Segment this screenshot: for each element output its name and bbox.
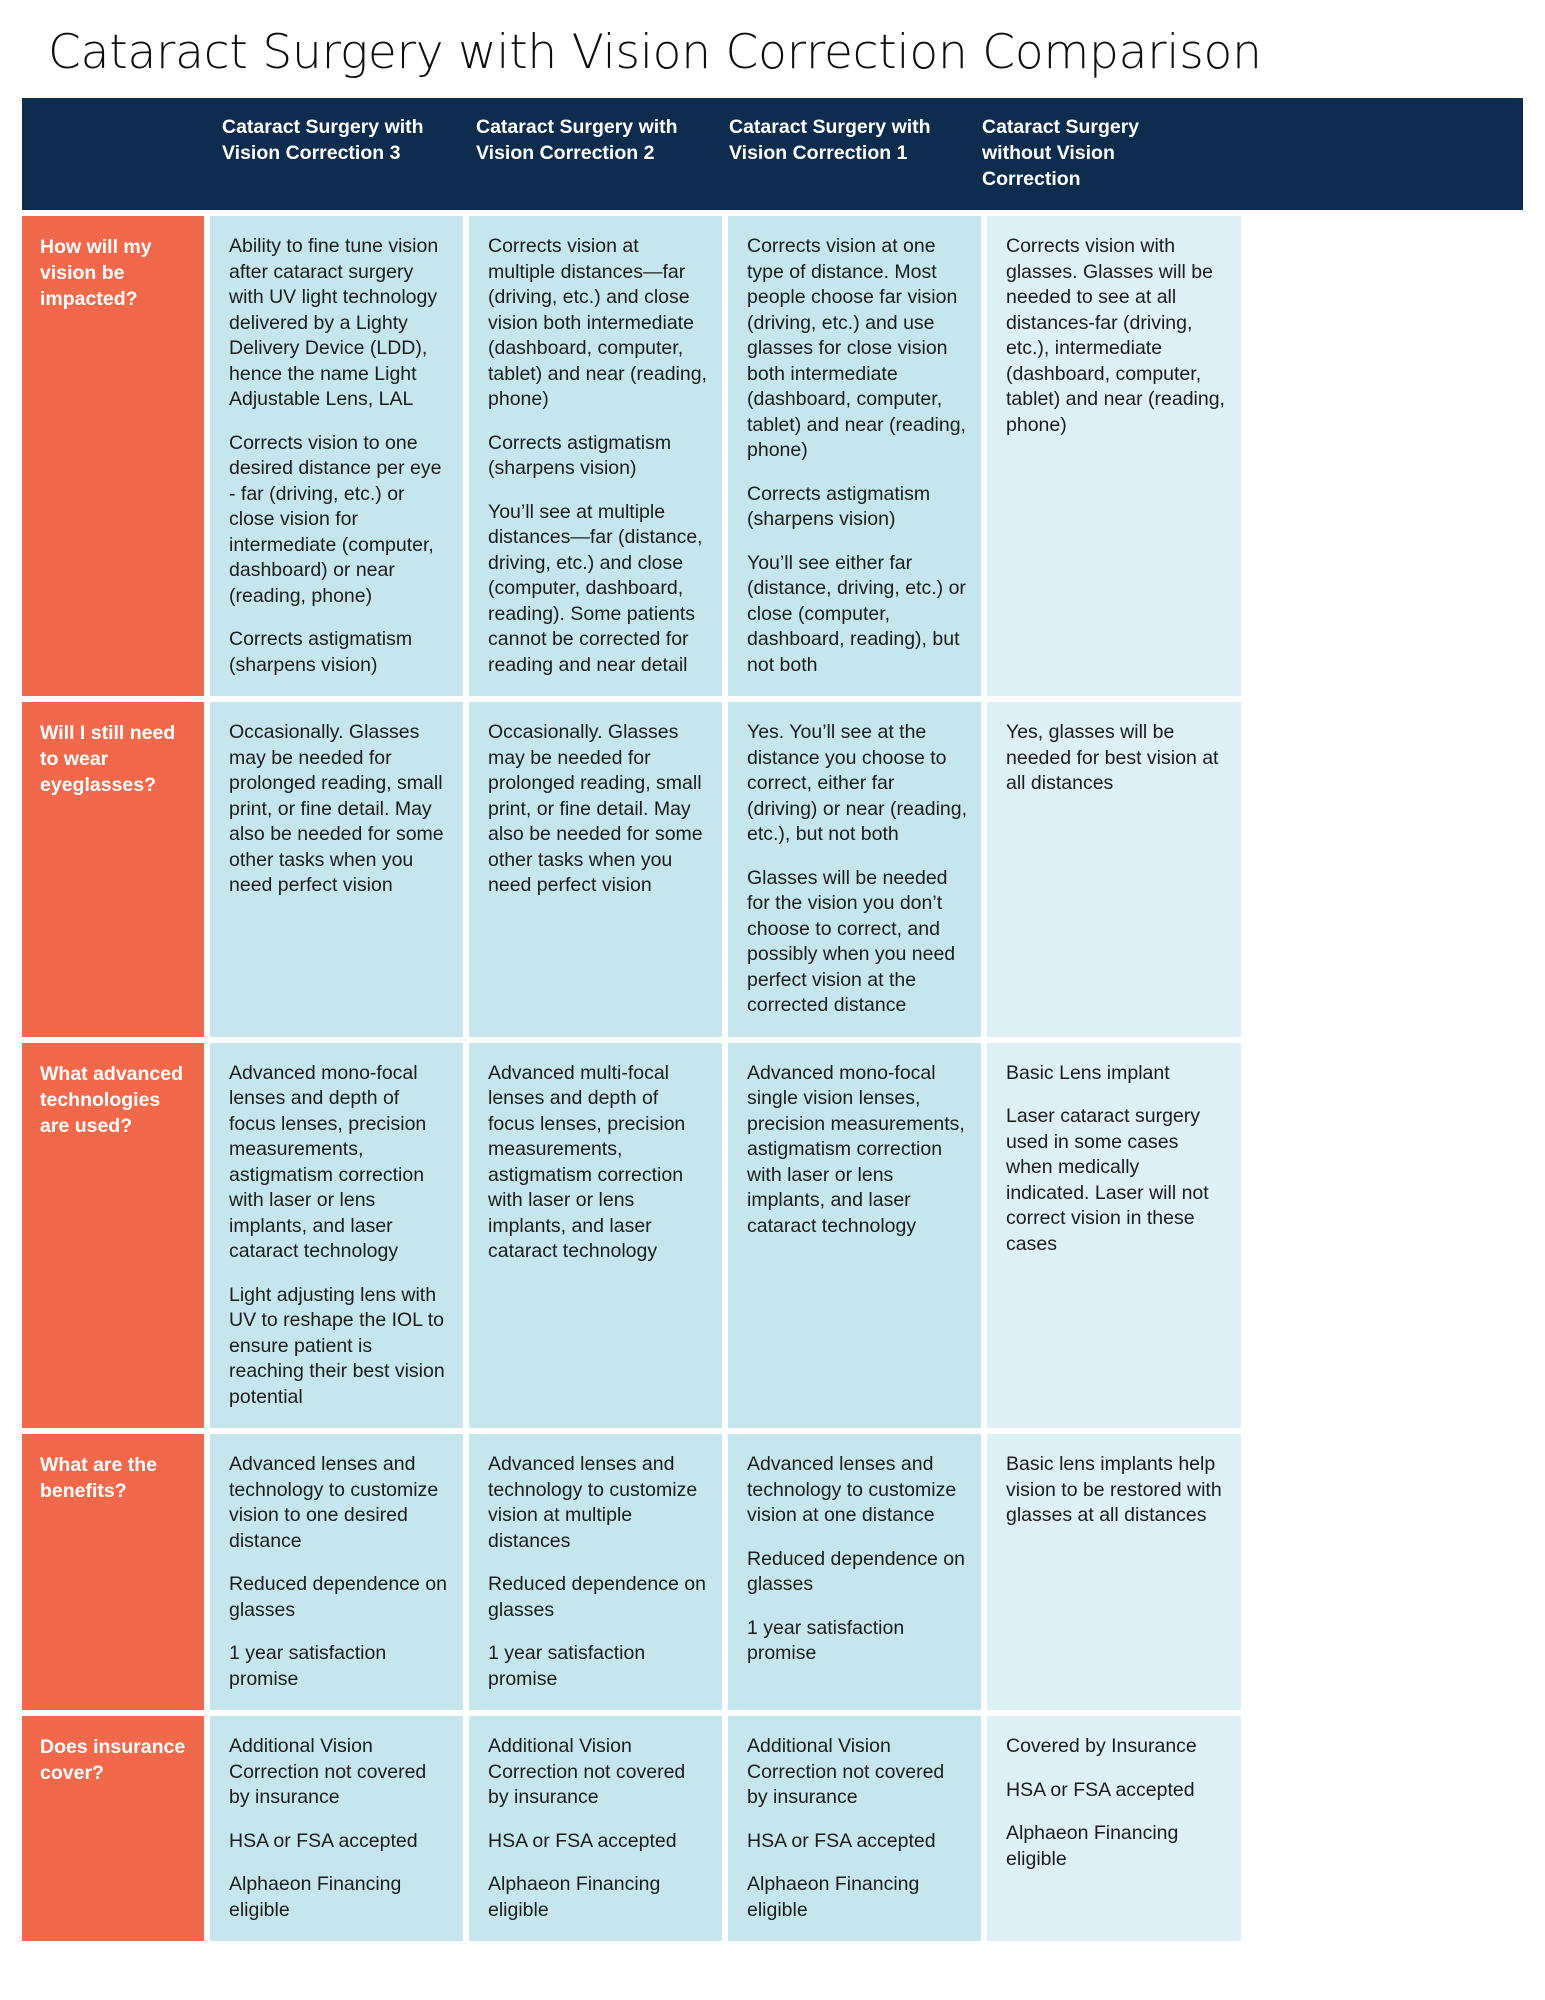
cell-paragraph: 1 year satisfaction promise: [747, 1616, 905, 1664]
cell-paragraph: Corrects astigmatism (sharpens vision): [488, 431, 672, 479]
cell-paragraph: Reduced dependence on glasses: [229, 1573, 447, 1621]
cell-paragraph: Glasses will be needed for the vision you don’t choose to correct, and possibly when you need perfect vision at the corrected distance: [747, 866, 956, 1016]
table-row: [22, 216, 1523, 696]
cell-r2-c2: [469, 1043, 722, 1429]
cell-paragraph: Corrects astigmatism (sharpens vision): [747, 482, 931, 530]
cell-paragraph: Reduced dependence on glasses: [747, 1547, 965, 1595]
column-header-vision-correction-1: Cataract Surgery with Vision Correction 1: [710, 98, 963, 210]
cell-r4-c4: [987, 1716, 1241, 1941]
cell-paragraph: Occasionally. Glasses may be needed for prolonged reading, small print, or fine detail. May also be needed for some other tasks when you need perfect vision: [488, 721, 703, 896]
cell-paragraph: Advanced lenses and technology to customize vision at one distance: [747, 1453, 957, 1526]
cell-r1-c2: [469, 702, 722, 1037]
cell-paragraph: Corrects vision at one type of distance. Most people choose far vision (driving, etc.) and use glasses for close vision both intermediate (dashboard, computer, tablet) and near (reading, phone): [747, 235, 966, 461]
cell-paragraph: Corrects vision to one desired distance per eye - far (driving, etc.) or close vision for intermediate (computer, dashboard) or near (reading, phone): [229, 431, 442, 607]
row-label-benefits: What are the benefits?: [22, 1434, 204, 1710]
cell-paragraph: Laser cataract surgery used in some cases when medically indicated. Laser will not correct vision in these cases: [1006, 1105, 1209, 1255]
cell-paragraph: You’ll see either far (distance, driving, etc.) or close (computer, dashboard, reading), but not both: [747, 551, 966, 676]
cell-paragraph: Light adjusting lens with UV to reshape the IOL to ensure patient is reaching their best vision potential: [229, 1283, 445, 1408]
cell-paragraph: HSA or FSA accepted: [1006, 1778, 1195, 1801]
cell-paragraph: Reduced dependence on glasses: [488, 1573, 706, 1621]
cell-paragraph: Occasionally. Glasses may be needed for prolonged reading, small print, or fine detail. May also be needed for some other tasks when you need perfect vision: [229, 721, 444, 896]
cell-paragraph: Corrects astigmatism (sharpens vision): [229, 628, 413, 676]
cell-paragraph: Yes, glasses will be needed for best vision at all distances: [1006, 721, 1219, 794]
cell-r4-c2: [469, 1716, 722, 1941]
cell-paragraph: Additional Vision Correction not covered by insurance: [488, 1735, 686, 1808]
cell-r4-c1: [210, 1716, 463, 1941]
cell-r2-c1: [210, 1043, 463, 1429]
cell-paragraph: Advanced multi-focal lenses and depth of focus lenses, precision measurements, astigmatism correction with laser or lens implants, and laser cataract technology: [488, 1061, 686, 1262]
cell-r0-c2: [469, 216, 722, 696]
cell-paragraph: 1 year satisfaction promise: [229, 1642, 387, 1690]
cell-r1-c4: [987, 702, 1241, 1037]
cell-paragraph: Ability to fine tune vision after cataract surgery with UV light technology delivered by a Lighty Delivery Device (LDD), hence the name Light Adjustable Lens, LAL: [229, 235, 439, 410]
table-row: [22, 1434, 1523, 1710]
column-header-vision-correction-3: Cataract Surgery with Vision Correction 3: [204, 98, 457, 210]
cell-paragraph: Advanced lenses and technology to customize vision at multiple distances: [488, 1453, 698, 1552]
cell-paragraph: 1 year satisfaction promise: [488, 1642, 646, 1690]
header-corner-spacer: [22, 98, 204, 210]
row-label-eyeglasses: Will I still need to wear eyeglasses?: [22, 702, 204, 1037]
table-row: [22, 1043, 1523, 1429]
column-header-without-vision-correction: Cataract Surgery without Vision Correction: [963, 98, 1217, 210]
page-title: Cataract Surgery with Vision Correction Comparison: [48, 25, 1262, 80]
cell-paragraph: Corrects vision with glasses. Glasses will be needed to see at all distances-far (driving, etc.), intermediate (dashboard, computer, tablet) and near (reading, phone): [1006, 235, 1225, 436]
cell-r3-c3: [728, 1434, 981, 1710]
cell-paragraph: Basic lens implants help vision to be restored with glasses at all distances: [1006, 1453, 1222, 1526]
table-row: [22, 702, 1523, 1037]
cell-r2-c3: [728, 1043, 981, 1429]
cell-paragraph: Advanced mono-focal single vision lenses, precision measurements, astigmatism correction with laser or lens implants, and laser cataract technology: [747, 1061, 965, 1237]
cell-r2-c4: [987, 1043, 1241, 1429]
cell-r3-c2: [469, 1434, 722, 1710]
cell-paragraph: Additional Vision Correction not covered by insurance: [229, 1735, 427, 1808]
cell-paragraph: Covered by Insurance: [1006, 1735, 1197, 1757]
cell-paragraph: Advanced mono-focal lenses and depth of focus lenses, precision measurements, astigmatism correction with laser or lens implants, and laser cataract technology: [229, 1061, 427, 1262]
row-label-insurance: Does insurance cover?: [22, 1716, 204, 1941]
cell-paragraph: Corrects vision at multiple distances—far (driving, etc.) and close vision both intermediate (dashboard, computer, tablet) and near (reading, phone): [488, 235, 707, 410]
cell-r0-c4: [987, 216, 1241, 696]
cell-paragraph: Basic Lens implant: [1006, 1061, 1170, 1084]
cell-r0-c3: [728, 216, 981, 696]
cell-paragraph: Alphaeon Financing eligible: [747, 1873, 920, 1921]
cell-paragraph: Additional Vision Correction not covered by insurance: [747, 1735, 945, 1808]
cell-r1-c1: [210, 702, 463, 1037]
cell-r3-c1: [210, 1434, 463, 1710]
cell-paragraph: HSA or FSA accepted: [747, 1829, 936, 1852]
column-header-vision-correction-2: Cataract Surgery with Vision Correction 2: [457, 98, 710, 210]
cell-r0-c1: [210, 216, 463, 696]
cell-r1-c3: [728, 702, 981, 1037]
cell-paragraph: You’ll see at multiple distances—far (distance, driving, etc.) and close (computer, dashboard, reading). Some patients cannot be corrected for reading and near detail: [488, 500, 703, 676]
cell-r4-c3: [728, 1716, 981, 1941]
row-label-vision-impact: How will my vision be impacted?: [22, 216, 204, 696]
cell-paragraph: Alphaeon Financing eligible: [488, 1873, 661, 1921]
cell-paragraph: Yes. You’ll see at the distance you choose to correct, either far (driving) or near (reading, etc.), but not both: [747, 721, 968, 845]
cell-r3-c4: [987, 1434, 1241, 1710]
cell-paragraph: Alphaeon Financing eligible: [229, 1873, 402, 1921]
cell-paragraph: HSA or FSA accepted: [488, 1829, 677, 1852]
row-label-advanced-technologies: What advanced technologies are used?: [22, 1043, 204, 1429]
cell-paragraph: Advanced lenses and technology to customize vision to one desired distance: [229, 1453, 439, 1552]
cell-paragraph: Alphaeon Financing eligible: [1006, 1822, 1179, 1870]
table-header-row: [22, 98, 1523, 210]
table-row: [22, 1716, 1523, 1941]
cell-paragraph: HSA or FSA accepted: [229, 1829, 418, 1852]
comparison-table: [22, 98, 1523, 1941]
